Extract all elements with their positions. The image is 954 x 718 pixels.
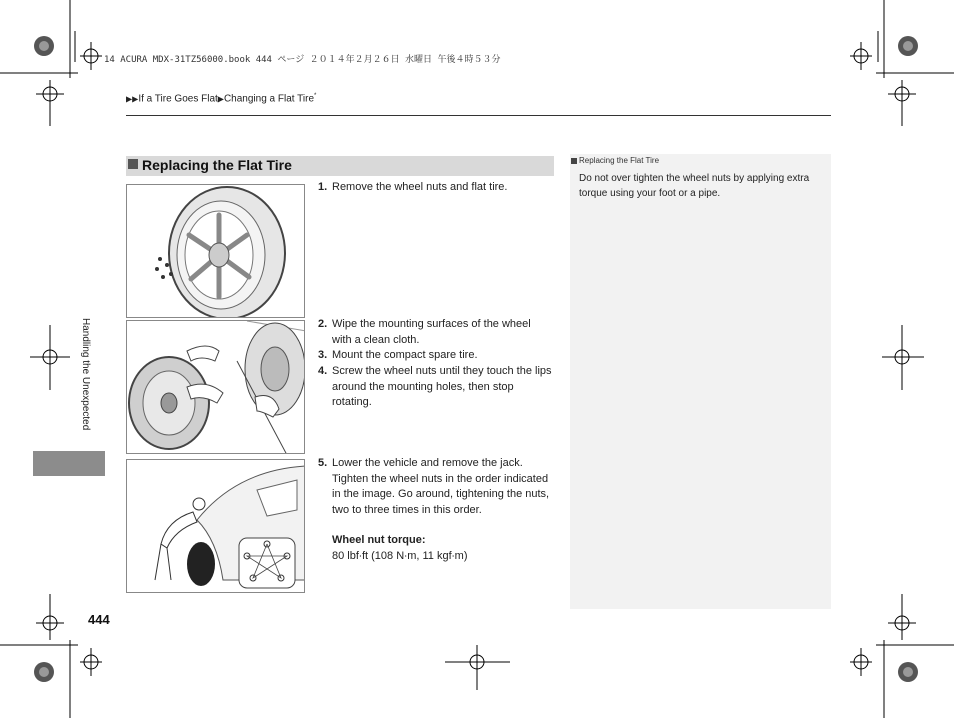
section-square-icon — [128, 159, 138, 169]
note-icon — [571, 158, 577, 164]
breadcrumb-arrow-icon: ▶▶ — [126, 94, 139, 104]
figure-tighten-nuts — [126, 459, 305, 593]
header-divider — [126, 115, 831, 116]
section-title: Replacing the Flat Tire — [142, 157, 292, 173]
page-number: 444 — [88, 612, 110, 627]
torque-value: 80 lbf∙ft (108 N∙m, 11 kgf∙m) — [332, 549, 468, 562]
registration-mark-bottom-left — [0, 594, 102, 718]
wheel-illustration — [127, 185, 305, 318]
torque-spec — [332, 533, 568, 564]
registration-mark-top-right — [850, 0, 954, 126]
registration-mark-bottom-center — [445, 645, 510, 690]
spare-tire-illustration — [127, 321, 305, 454]
note-text: Do not over tighten the wheel nuts by applying extra torque using your foot or a pipe. — [579, 173, 810, 199]
print-header: 14 ACURA MDX-31TZ56000.book 444 ページ ２０１４年２月２６日 水曜日 午後４時５３分 — [104, 55, 501, 65]
breadcrumb-link-if-a-tire-goes-flat[interactable]: If a Tire Goes Flat — [138, 93, 218, 105]
step-3: 3. Mount the compact spare tire. — [318, 349, 478, 361]
tightening-illustration — [127, 460, 305, 593]
step-1: 1. Remove the wheel nuts and flat tire. — [318, 181, 508, 193]
registration-mark-mid-left — [30, 325, 70, 390]
registration-mark-mid-right — [882, 325, 924, 390]
registration-mark-bottom-right — [850, 594, 954, 718]
chapter-tab[interactable] — [33, 451, 105, 476]
note-title: Replacing the Flat Tire — [571, 156, 659, 165]
breadcrumb — [126, 93, 316, 104]
chapter-side-label: Handling the Unexpected — [80, 318, 91, 431]
registration-mark-top-left — [0, 0, 102, 126]
step-2: 2. Wipe the mounting surfaces of the wheel with a clean cloth. — [318, 318, 531, 346]
torque-label: Wheel nut torque: — [332, 534, 426, 546]
step-4: 4. Screw the wheel nuts until they touch the lips around the mounting holes, then stop rotating. — [318, 365, 552, 408]
note-panel — [570, 154, 831, 609]
figure-mount-spare-tire — [126, 320, 305, 454]
step-5: 5. Lower the vehicle and remove the jack. Tighten the wheel nuts in the order indicated in the image. Go around, tightening the nuts, two to three times in this order. — [318, 457, 550, 516]
figure-remove-wheel — [126, 184, 305, 318]
breadcrumb-separator-icon: ▶ — [217, 94, 224, 104]
breadcrumb-current: Changing a Flat Tire — [223, 93, 315, 105]
breadcrumb-footnote-mark: * — [314, 93, 317, 99]
